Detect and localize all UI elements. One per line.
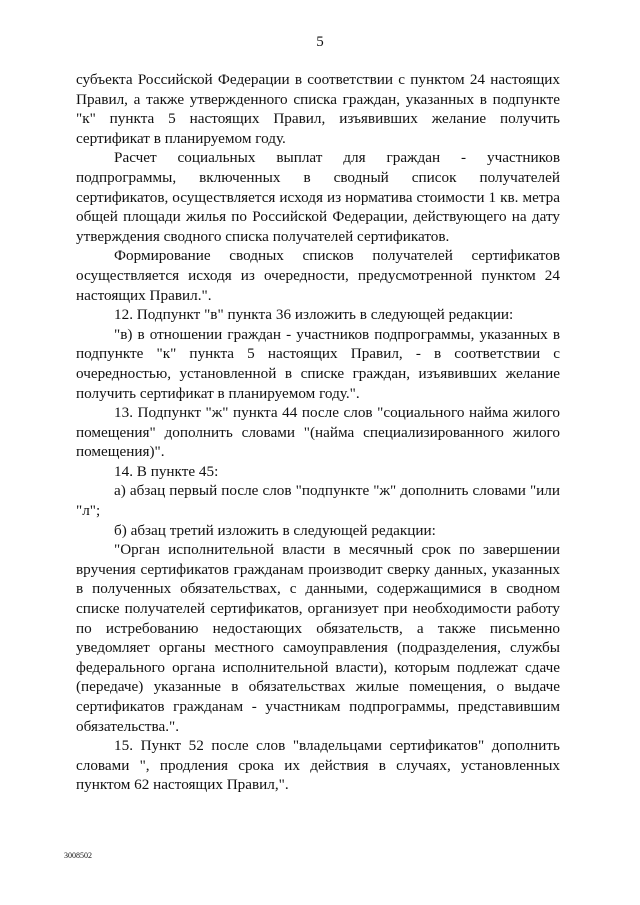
paragraph-1: субъекта Российской Федерации в соответствии с пунктом 24 настоящих Правил, а также утвержденного списка граждан, указанных в подпункте "к" пункта 5 настоящих Правил, изъявивших желание получить сертификат в планируемом году. — [76, 71, 560, 147]
paragraph-3: Формирование сводных списков получателей сертификатов осуществляется исходя из очередности, предусмотренной пунктом 24 настоящих Правил.". — [76, 247, 560, 304]
document-code: 3008502 — [64, 851, 92, 860]
paragraph-10: "Орган исполнительной власти в месячный срок по завершении вручения сертификатов гражданам производит сверку данных, указанных в полученных обязательствах, с данными, содержащимися в сводном списке получателей сертификатов, организует при необходимости работу по истребованию недостающих обязательств, а также письменно уведомляет органы местного самоуправления (подразделения, службы федерального органа исполнительной власти), которым подлежат сдаче (передаче) указанные в обязательствах жилые помещения, о выдаче сертификатов гражданам - участникам подпрограммы, представившим обязательства.". — [76, 541, 560, 735]
paragraph-6: 13. Подпункт "ж" пункта 44 после слов "социального найма жилого помещения" дополнить словами "(найма специализированного жилого помещения)". — [76, 404, 560, 461]
document-body — [76, 70, 560, 795]
paragraph-8: а) абзац первый после слов "подпункте "ж" дополнить словами "или "л"; — [76, 482, 560, 520]
paragraph-2: Расчет социальных выплат для граждан - участников подпрограммы, включенных в сводный список получателей сертификатов, осуществляется исходя из норматива стоимости 1 кв. метра общей площади жилья по Российской Федерации, действующего на дату утверждения сводного списка получателей сертификатов. — [76, 149, 560, 245]
paragraph-11: 15. Пункт 52 после слов "владельцами сертификатов" дополнить словами ", продления срока их действия в случаях, установленных пунктом 62 настоящих Правил,". — [76, 737, 560, 794]
paragraph-5: "в) в отношении граждан - участников подпрограммы, указанных в подпункте "к" пункта 5 настоящих Правил, - в соответствии с очередностью, установленной в списке граждан, изъявивших желание получить сертификат в планируемом году.". — [76, 325, 560, 402]
page-number: 5 — [316, 34, 324, 50]
paragraph-4: 12. Подпункт "в" пункта 36 изложить в следующей редакции: — [114, 306, 514, 324]
paragraph-9: б) абзац третий изложить в следующей редакции: — [114, 521, 436, 539]
paragraph-7: 14. В пункте 45: — [114, 462, 219, 480]
